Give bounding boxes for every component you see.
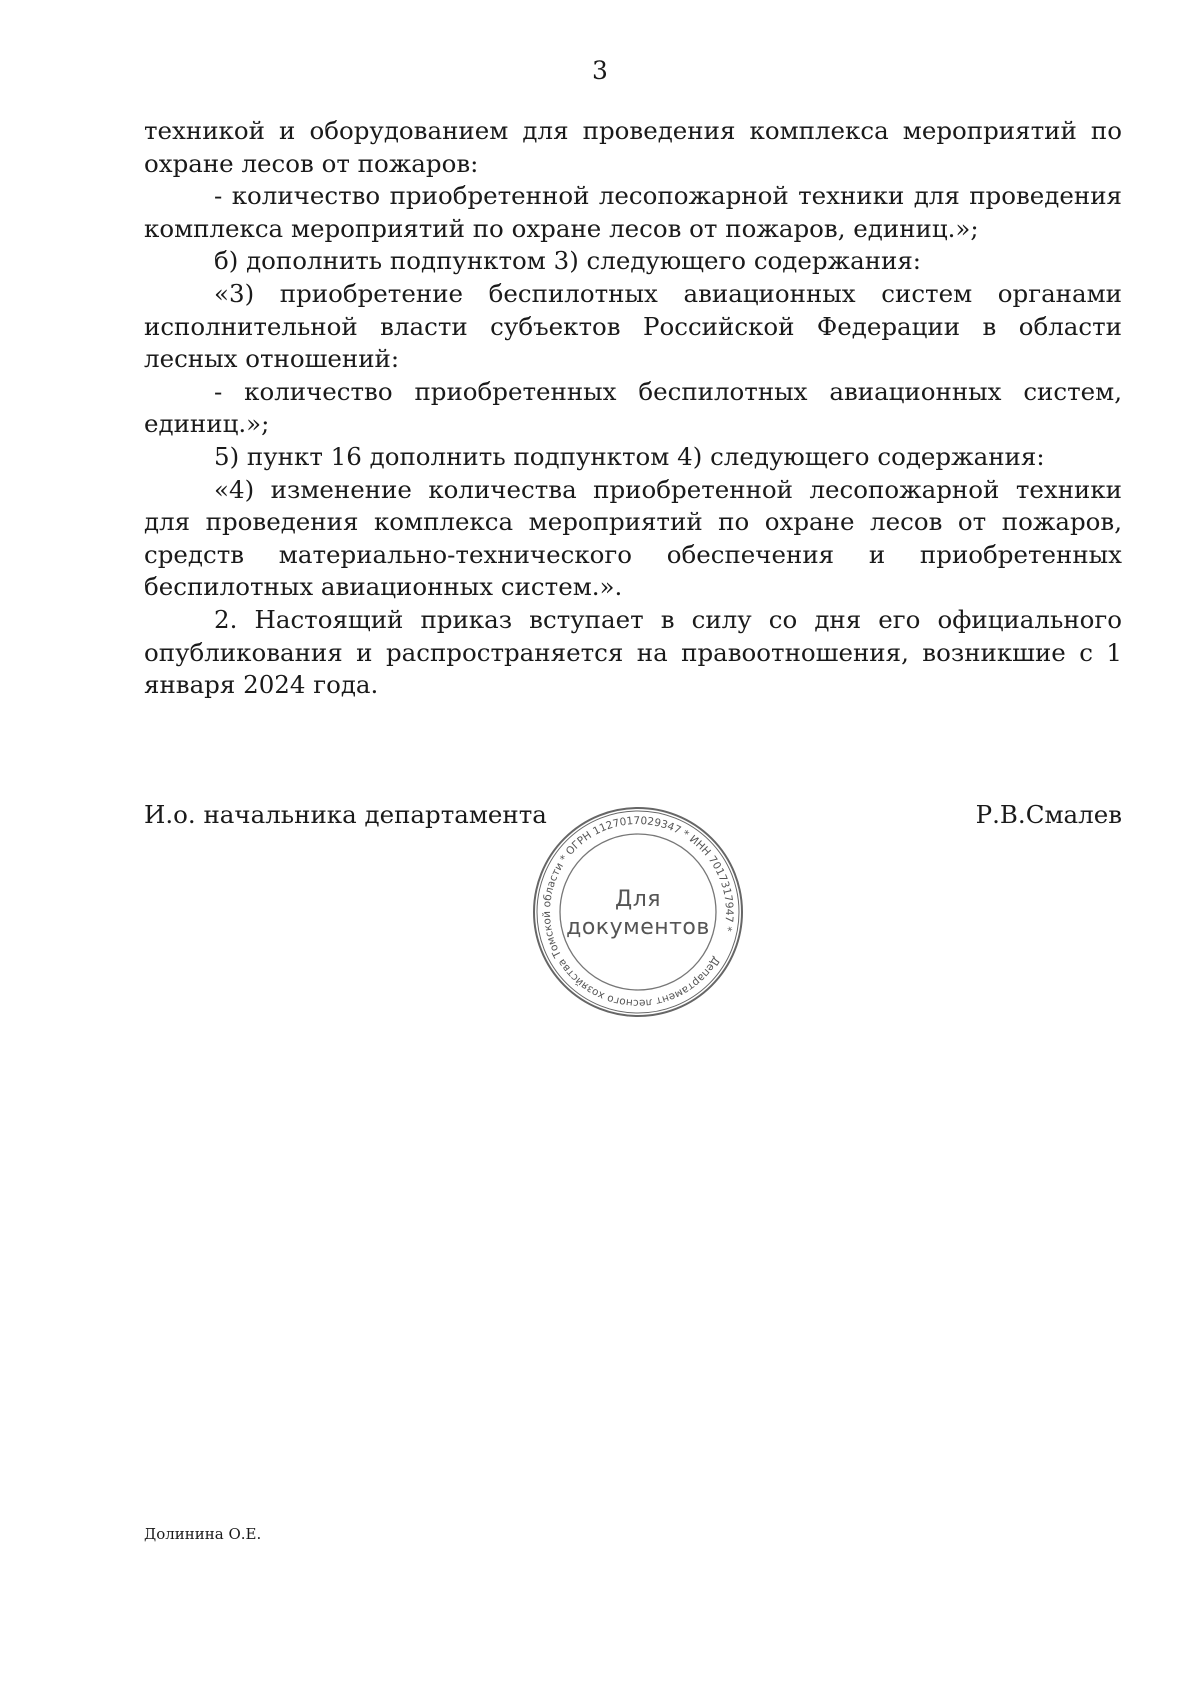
- seal-ring-text: Департамент лесного хозяйства Томской области * ОГРН 1127017029347 * ИНН 7017317947 *: [540, 814, 736, 1010]
- executor-name: Долинина О.Е.: [144, 1525, 262, 1543]
- paragraph: 2. Настоящий приказ вступает в силу со дня его официального опубликования и распространяется на правоотношения, возникшие с 1 января 2024 года.: [144, 604, 1122, 700]
- paragraph: - количество приобретенных беспилотных авиационных систем, единиц.»;: [144, 376, 1122, 439]
- signatory-position: И.о. начальника департамента: [144, 800, 547, 829]
- paragraph: б) дополнить подпунктом 3) следующего содержания:: [214, 246, 922, 276]
- seal-center-line-2: документов: [566, 915, 710, 940]
- signatory-name: Р.В.Смалев: [975, 800, 1122, 829]
- paragraph: - количество приобретенной лесопожарной техники для проведения комплекса мероприятий по охране лесов от пожаров, единиц.»;: [144, 181, 1122, 243]
- page-number: 3: [592, 56, 608, 85]
- seal-center-line-1: Для: [615, 887, 661, 912]
- paragraph: техникой и оборудованием для проведения комплекса мероприятий по охране лесов от пожаров:: [144, 116, 1122, 178]
- paragraph: «3) приобретение беспилотных авиационных систем органами исполнительной власти субъектов Российской Федерации в области лесных отношений:: [144, 278, 1122, 374]
- official-seal: [526, 800, 750, 1024]
- paragraph: «4) изменение количества приобретенной лесопожарной техники для проведения комплекса мероприятий по охране лесов от пожаров, средств материально-технического обеспечения и приобретенных беспилотных авиационных систем.».: [144, 474, 1122, 602]
- paragraph: 5) пункт 16 дополнить подпунктом 4) следующего содержания:: [214, 441, 1045, 471]
- document-body: [144, 115, 1122, 702]
